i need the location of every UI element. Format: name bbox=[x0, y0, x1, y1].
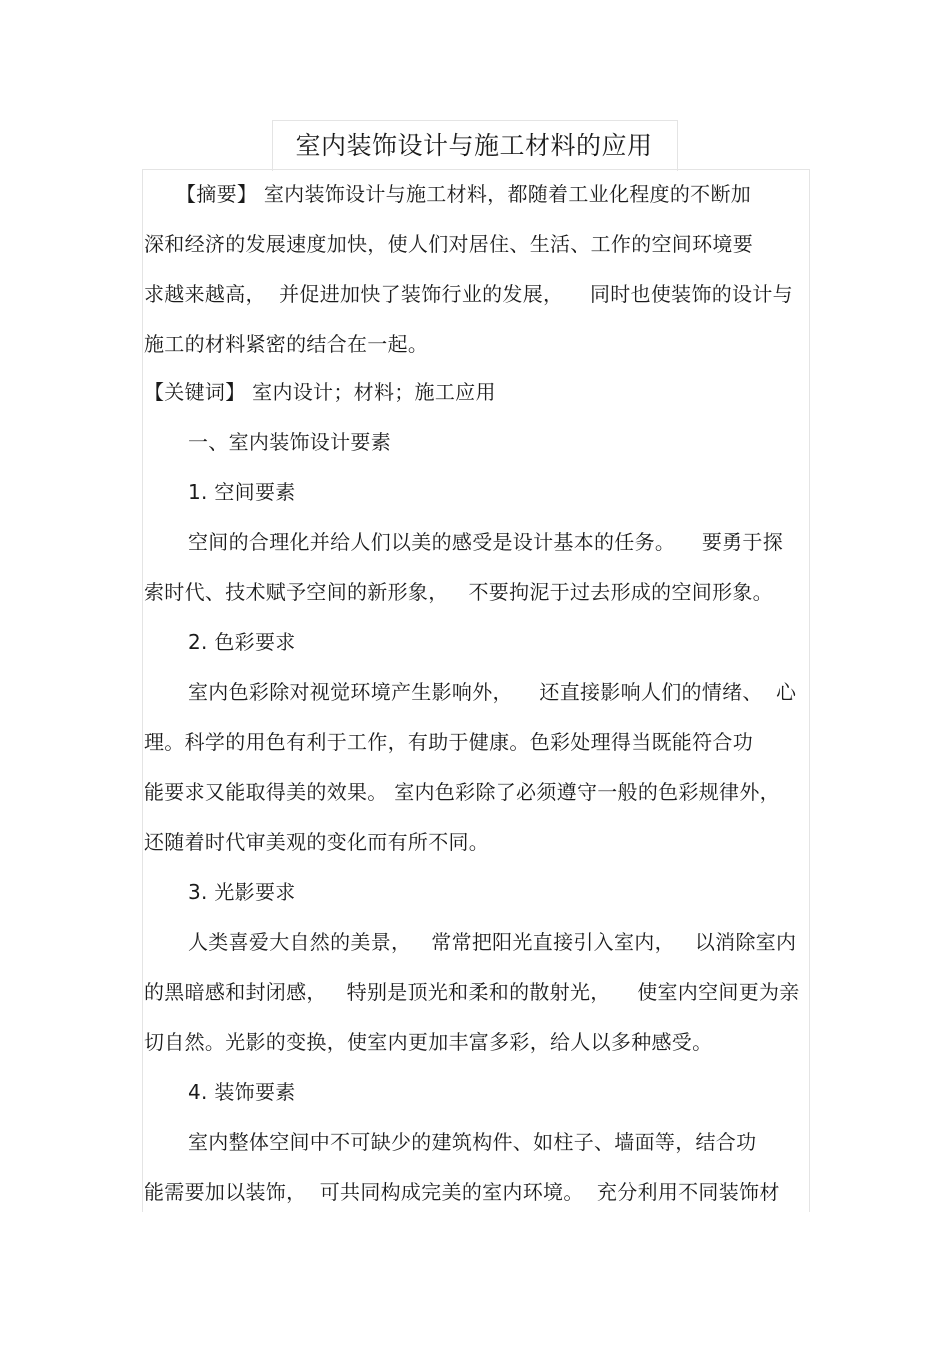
paragraph-line: 能需要加以装饰， 可共同构成完美的室内环境。 充分利用不同装饰材 bbox=[144, 1180, 780, 1204]
abstract-line-2: 深和经济的发展速度加快，使人们对居住、生活、工作的空间环境要 bbox=[144, 232, 753, 256]
subheading-light: 3. 光影要求 bbox=[188, 880, 296, 904]
paragraph-line: 还随着时代审美观的变化而有所不同。 bbox=[144, 830, 490, 854]
abstract-line-3: 求越来越高， 并促进加快了装饰行业的发展， 同时也使装饰的设计与 bbox=[144, 282, 793, 306]
paragraph-line: 索时代、技术赋予空间的新形象， 不要拘泥于过去形成的空间形象。 bbox=[144, 580, 773, 604]
paragraph-line: 人类喜爱大自然的美景， 常常把阳光直接引入室内， 以消除室内 bbox=[188, 930, 797, 954]
abstract-line-4: 施工的材料紧密的结合在一起。 bbox=[144, 332, 429, 356]
paragraph-line: 室内色彩除对视觉环境产生影响外， 还直接影响人们的情绪、 心 bbox=[188, 680, 797, 704]
paragraph-line: 空间的合理化并给人们以美的感受是设计基本的任务。 要勇于探 bbox=[188, 530, 784, 554]
document-title: 室内装饰设计与施工材料的应用 bbox=[295, 131, 653, 160]
paragraph-line: 的黑暗感和封闭感， 特别是顶光和柔和的散射光， 使室内空间更为亲 bbox=[144, 980, 800, 1004]
paragraph-line: 能要求又能取得美的效果。 室内色彩除了必须遵守一般的色彩规律外， bbox=[144, 780, 780, 804]
abstract-line-1: 【摘要】 室内装饰设计与施工材料，都随着工业化程度的不断加 bbox=[176, 182, 752, 206]
keywords-line: 【关键词】 室内设计；材料；施工应用 bbox=[144, 380, 496, 404]
subheading-space: 1. 空间要素 bbox=[188, 480, 296, 504]
paragraph-line: 理。科学的用色有利于工作，有助于健康。色彩处理得当既能符合功 bbox=[144, 730, 753, 754]
subheading-decoration: 4. 装饰要素 bbox=[188, 1080, 296, 1104]
paragraph-line: 切自然。光影的变换，使室内更加丰富多彩，给人以多种感受。 bbox=[144, 1030, 713, 1054]
section-heading: 一、室内装饰设计要素 bbox=[188, 430, 391, 454]
subheading-color: 2. 色彩要求 bbox=[188, 630, 296, 654]
paragraph-line: 室内整体空间中不可缺少的建筑构件、如柱子、墙面等，结合功 bbox=[188, 1130, 757, 1154]
